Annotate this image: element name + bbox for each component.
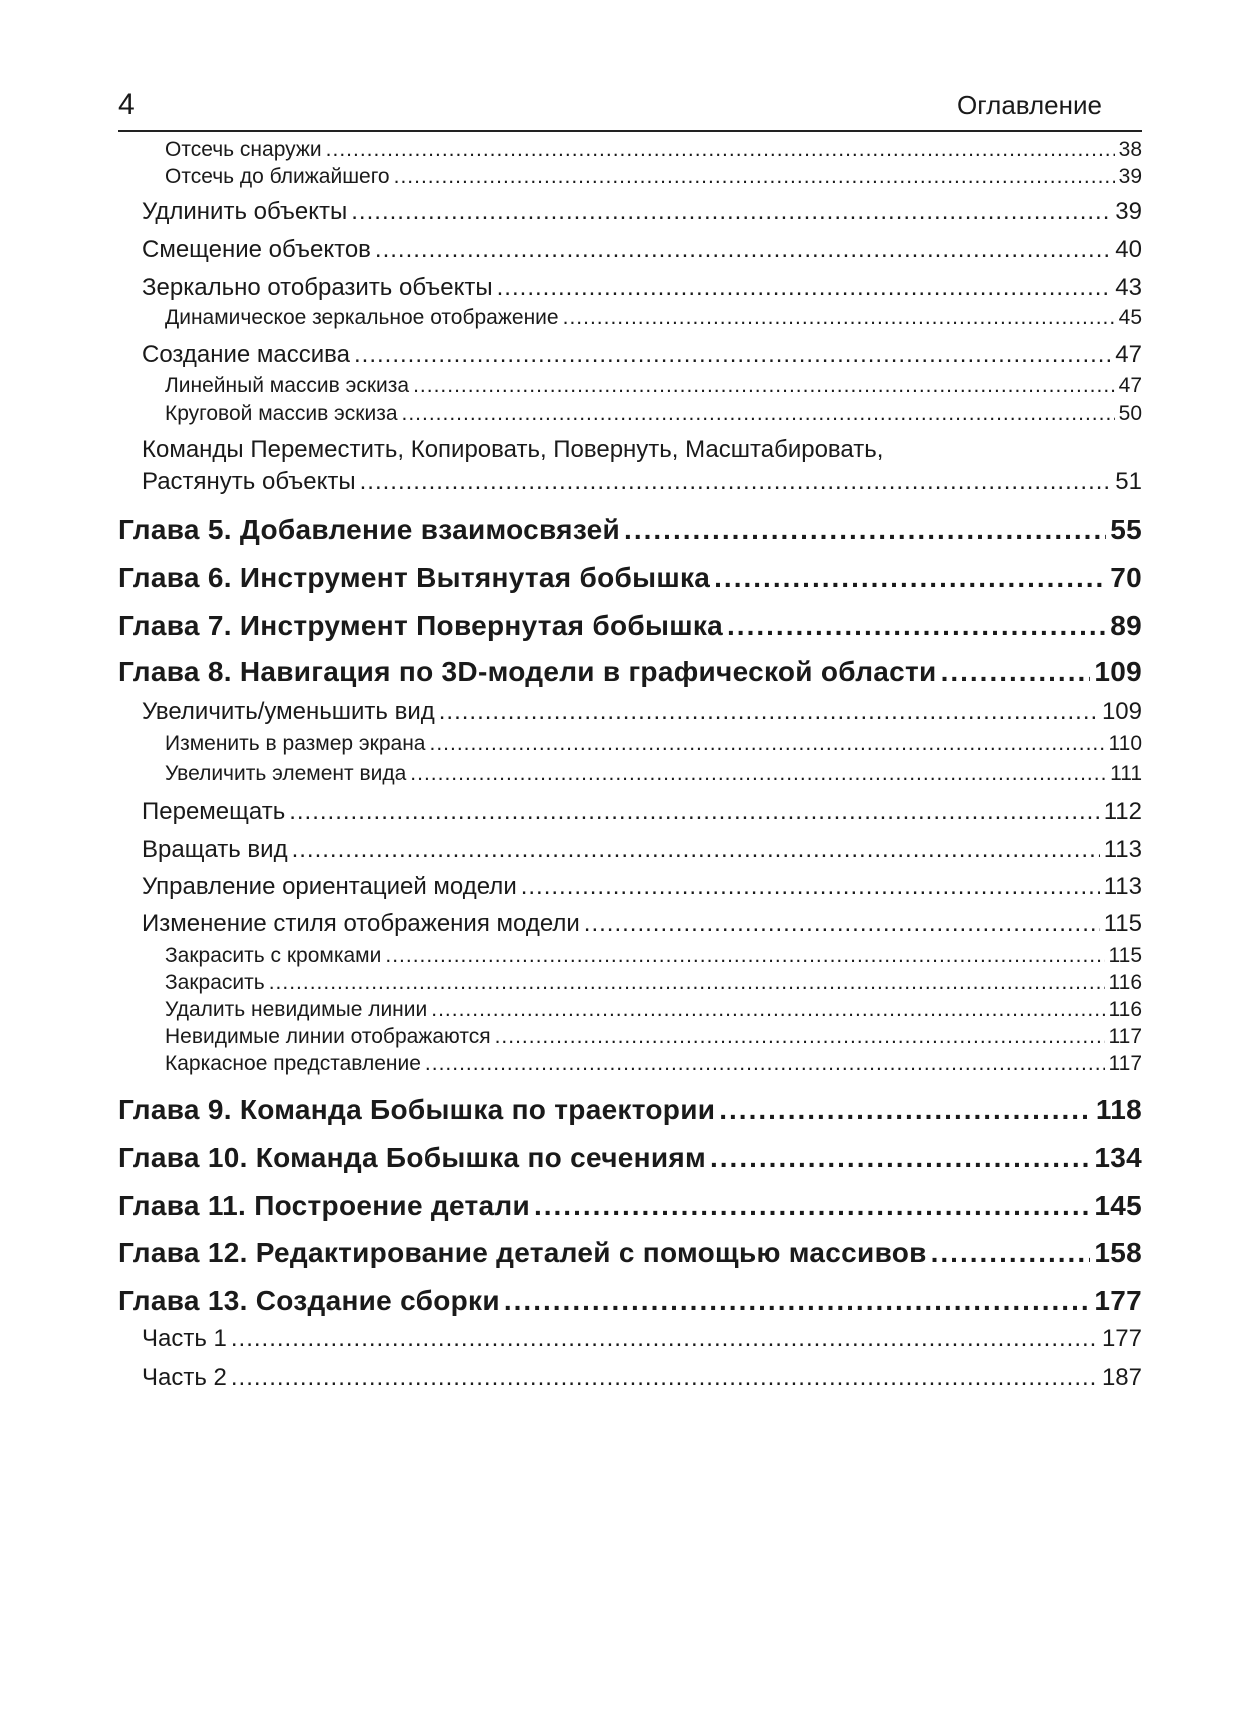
- toc-entry-page-number: 39: [1115, 198, 1142, 225]
- dot-leader: [354, 341, 1111, 369]
- toc-entry-title: Глава 13. Создание сборки: [118, 1285, 500, 1316]
- toc-entry-page-number: 177: [1101, 1325, 1142, 1352]
- dot-leader: [534, 1190, 1090, 1222]
- toc-section-entry[interactable]: [118, 873, 1142, 901]
- toc-chapter-entry[interactable]: [118, 656, 1142, 688]
- dot-leader: [413, 374, 1115, 398]
- toc-entry-page-number: 116: [1108, 998, 1142, 1021]
- toc-entry-title: Глава 7. Инструмент Повернутая бобышка: [118, 610, 724, 641]
- toc-chapter-entry[interactable]: [118, 514, 1142, 546]
- toc-entry-page-number: 115: [1103, 910, 1142, 937]
- dot-leader: [504, 1285, 1091, 1317]
- toc-entry-page-number: 39: [1118, 165, 1142, 188]
- dot-leader: [710, 1142, 1090, 1174]
- toc-entry-page-number: 109: [1094, 656, 1142, 687]
- toc-subsection-entry[interactable]: [118, 762, 1142, 786]
- toc-subsection-entry[interactable]: [118, 306, 1142, 330]
- toc-entry-page-number: 113: [1103, 836, 1142, 863]
- toc-entry-title: Растянуть объекты: [142, 468, 356, 495]
- toc-entry-page-number: 40: [1115, 236, 1142, 263]
- toc-entry-title: Часть 1: [142, 1325, 227, 1352]
- toc-entry-page-number: 38: [1118, 138, 1142, 161]
- toc-entry-title: Увеличить/уменьшить вид: [142, 698, 435, 725]
- toc-section-entry[interactable]: [118, 798, 1142, 826]
- dot-leader: [402, 402, 1115, 426]
- toc-chapter-entry[interactable]: [118, 1094, 1142, 1126]
- page-number: 4: [118, 88, 135, 121]
- toc-entry-title: Отсечь до ближайшего: [165, 165, 390, 188]
- toc-section-entry[interactable]: [118, 341, 1142, 369]
- toc-entry-page-number: 89: [1110, 610, 1142, 641]
- toc-subsection-entry[interactable]: [118, 944, 1142, 968]
- dot-leader: [439, 698, 1098, 726]
- toc-entry-page-number: 51: [1115, 468, 1142, 495]
- toc-entry-page-number: 117: [1108, 1025, 1142, 1048]
- toc-section-entry[interactable]: [118, 1325, 1142, 1353]
- toc-chapter-entry[interactable]: [118, 1285, 1142, 1317]
- dot-leader: [497, 274, 1112, 302]
- toc-entry-title: Удлинить объекты: [142, 198, 348, 225]
- toc-entry-page-number: 117: [1108, 1052, 1142, 1075]
- dot-leader: [231, 1325, 1098, 1353]
- dot-leader: [727, 610, 1106, 642]
- toc-entry-page-number: 118: [1095, 1094, 1142, 1125]
- dot-leader: [563, 306, 1115, 330]
- toc-section-entry[interactable]: [118, 836, 1142, 864]
- toc-entry-title: Закрасить с кромками: [165, 944, 382, 967]
- toc-subsection-entry[interactable]: [118, 138, 1142, 162]
- toc-entry-title: Каркасное представление: [165, 1052, 421, 1075]
- toc-entry-title: Смещение объектов: [142, 236, 371, 263]
- toc-chapter-entry[interactable]: [118, 610, 1142, 642]
- toc-entry-title: Глава 12. Редактирование деталей с помощью массивов: [118, 1237, 927, 1268]
- toc-entry-page-number: 47: [1115, 341, 1142, 368]
- toc-entry-page-number: 145: [1094, 1190, 1142, 1221]
- toc-subsection-entry[interactable]: [118, 1025, 1142, 1049]
- toc-entry-title: Зеркально отобразить объекты: [142, 274, 493, 301]
- toc-entry-title: Глава 10. Команда Бобышка по сечениям: [118, 1142, 706, 1173]
- toc-entry-title: Создание массива: [142, 341, 350, 368]
- dot-leader: [360, 468, 1112, 496]
- dot-leader: [941, 656, 1091, 688]
- dot-leader: [521, 873, 1100, 901]
- toc-entry-title: Линейный массив эскиза: [165, 374, 410, 397]
- toc-entry-page-number: 158: [1094, 1237, 1142, 1268]
- toc-chapter-entry[interactable]: [118, 1190, 1142, 1222]
- toc-entry-title: Вращать вид: [142, 836, 288, 863]
- toc-entry-page-number: 112: [1103, 798, 1142, 825]
- toc-subsection-entry[interactable]: [118, 402, 1142, 426]
- toc-entry-title-line: Команды Переместить, Копировать, Повернуть, Масштабировать,: [142, 436, 884, 463]
- toc-subsection-entry[interactable]: [118, 165, 1142, 189]
- dot-leader: [394, 165, 1115, 189]
- dot-leader: [714, 562, 1106, 594]
- toc-section-entry[interactable]: [118, 236, 1142, 264]
- toc-entry-page-number: 134: [1094, 1142, 1142, 1173]
- dot-leader: [931, 1237, 1091, 1269]
- toc-entry-page-number: 50: [1118, 402, 1142, 425]
- toc-entry-page-number: 110: [1108, 732, 1142, 755]
- toc-entry-page-number: 70: [1110, 562, 1142, 593]
- toc-entry-page-number: 187: [1101, 1364, 1142, 1391]
- dot-leader: [429, 732, 1104, 756]
- running-title: Оглавление: [957, 90, 1102, 120]
- toc-entry-title: Глава 8. Навигация по 3D-модели в графической области: [118, 656, 937, 687]
- toc-entry-title: Удалить невидимые линии: [165, 998, 428, 1021]
- toc-entry-page-number: 109: [1101, 698, 1142, 725]
- dot-leader: [624, 514, 1106, 546]
- toc-entry-title: Динамическое зеркальное отображение: [165, 306, 559, 329]
- toc-entry-page-number: 115: [1108, 944, 1142, 967]
- toc-entry-title: Круговой массив эскиза: [165, 402, 398, 425]
- dot-leader: [385, 944, 1104, 968]
- toc-entry-page-number: 55: [1110, 514, 1142, 545]
- toc-subsection-entry[interactable]: [118, 732, 1142, 756]
- toc-entry-page-number: 177: [1094, 1285, 1142, 1316]
- dot-leader: [495, 1025, 1105, 1049]
- toc-section-entry[interactable]: [118, 1364, 1142, 1392]
- dot-leader: [326, 138, 1115, 162]
- toc-entry-title: Увеличить элемент вида: [165, 762, 407, 785]
- toc-entry-title: Управление ориентацией модели: [142, 873, 517, 900]
- toc-chapter-entry[interactable]: [118, 562, 1142, 594]
- dot-leader: [584, 910, 1100, 938]
- dot-leader: [231, 1364, 1098, 1392]
- toc-subsection-entry[interactable]: [118, 998, 1142, 1022]
- toc-section-entry[interactable]: [118, 468, 1142, 496]
- toc-entry-page-number: 113: [1103, 873, 1142, 900]
- toc-section-entry[interactable]: [118, 198, 1142, 226]
- toc-subsection-entry[interactable]: [118, 1052, 1142, 1076]
- toc-entry-title: Перемещать: [142, 798, 286, 825]
- toc-entry-page-number: 116: [1108, 971, 1142, 994]
- toc-entry-title: Отсечь снаружи: [165, 138, 322, 161]
- toc-chapter-entry[interactable]: [118, 1237, 1142, 1269]
- dot-leader: [289, 798, 1100, 826]
- toc-entry-page-number: 111: [1110, 762, 1142, 785]
- page-header: [118, 82, 1142, 132]
- dot-leader: [351, 198, 1111, 226]
- toc-section-entry[interactable]: [118, 274, 1142, 302]
- toc-entry-title: Глава 5. Добавление взаимосвязей: [118, 514, 621, 545]
- toc-subsection-entry[interactable]: [118, 374, 1142, 398]
- toc-entry-title: Глава 11. Построение детали: [118, 1190, 530, 1221]
- toc-entry-title: Часть 2: [142, 1364, 227, 1391]
- toc-entry-page-number: 47: [1118, 374, 1142, 397]
- toc-subsection-entry[interactable]: [118, 971, 1142, 995]
- toc-entry-title: Закрасить: [165, 971, 265, 994]
- dot-leader: [292, 836, 1100, 864]
- toc-entry-title: Глава 6. Инструмент Вытянутая бобышка: [118, 562, 711, 593]
- toc-entry-title: Изменение стиля отображения модели: [142, 910, 580, 937]
- toc-entry-title: Невидимые линии отображаются: [165, 1025, 491, 1048]
- toc-chapter-entry[interactable]: [118, 1142, 1142, 1174]
- dot-leader: [375, 236, 1111, 264]
- toc-section-entry[interactable]: [118, 910, 1142, 938]
- dot-leader: [431, 998, 1104, 1022]
- dot-leader: [719, 1094, 1092, 1126]
- toc-entry-title: Глава 9. Команда Бобышка по траектории: [118, 1094, 716, 1125]
- toc-entry-page-number: 43: [1115, 274, 1142, 301]
- toc-entry-page-number: 45: [1118, 306, 1142, 329]
- toc-section-entry[interactable]: [118, 698, 1142, 726]
- dot-leader: [410, 762, 1106, 786]
- dot-leader: [425, 1052, 1105, 1076]
- dot-leader: [269, 971, 1105, 995]
- toc-entry-title: Изменить в размер экрана: [165, 732, 426, 755]
